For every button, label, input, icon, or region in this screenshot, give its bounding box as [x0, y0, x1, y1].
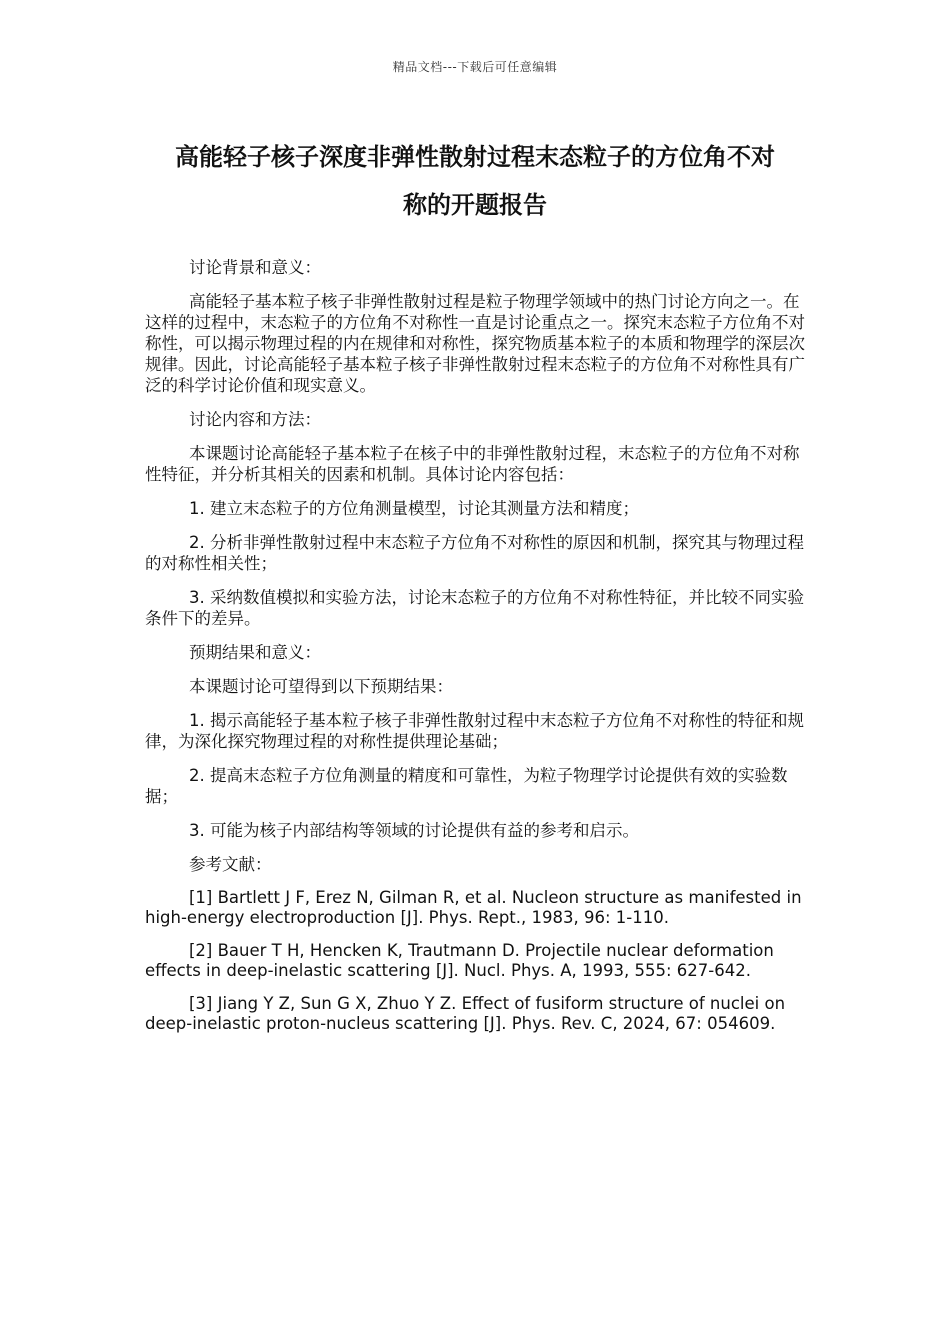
content-item-1: 1. 建立末态粒子的方位角测量模型，讨论其测量方法和精度； — [189, 499, 639, 518]
reference-1: [1] Bartlett J F, Erez N, Gilman R, et al. Nucleon structure as manifested in high-energy electroproduction [J]. Phys. Rept., 1983, 96: 1-110. — [145, 888, 802, 927]
title-line-1: 高能轻子核子深度非弹性散射过程末态粒子的方位角不对 — [175, 143, 775, 171]
document-title — [140, 133, 810, 229]
document-body — [145, 257, 805, 1047]
results-paragraph: 本课题讨论可望得到以下预期结果： — [189, 677, 453, 696]
content-paragraph: 本课题讨论高能轻子基本粒子在核子中的非弹性散射过程，末态粒子的方位角不对称性特征，并分析其相关的因素和机制。具体讨论内容包括： — [145, 444, 800, 484]
content-heading: 讨论内容和方法： — [189, 410, 321, 429]
results-item-1: 1. 揭示高能轻子基本粒子核子非弹性散射过程中末态粒子方位角不对称性的特征和规律，为深化探究物理过程的对称性提供理论基础； — [145, 711, 804, 751]
results-item-2: 2. 提高末态粒子方位角测量的精度和可靠性，为粒子物理学讨论提供有效的实验数据； — [145, 766, 788, 806]
results-item-3: 3. 可能为核子内部结构等领域的讨论提供有益的参考和启示。 — [189, 821, 639, 840]
background-paragraph: 高能轻子基本粒子核子非弹性散射过程是粒子物理学领域中的热门讨论方向之一。在这样的过程中，末态粒子的方位角不对称性一直是讨论重点之一。探究末态粒子方位角不对称性，可以揭示物理过程的内在规律和对称性，探究物质基本粒子的本质和物理学的深层次规律。因此，讨论高能轻子基本粒子核子非弹性散射过程末态粒子的方位角不对称性具有广泛的科学讨论价值和现实意义。 — [145, 292, 805, 395]
background-heading: 讨论背景和意义： — [189, 258, 321, 277]
content-item-3: 3. 采纳数值模拟和实验方法，讨论末态粒子的方位角不对称性特征，并比较不同实验条件下的差异。 — [145, 588, 804, 628]
page-header: 精品文档---下载后可任意编辑 — [392, 60, 558, 74]
title-line-2: 称的开题报告 — [403, 191, 547, 219]
reference-2: [2] Bauer T H, Hencken K, Trautmann D. Projectile nuclear deformation effects in deep-inelastic scattering [J]. Nucl. Phys. A, 1993, 555: 627-642. — [145, 941, 774, 980]
reference-3: [3] Jiang Y Z, Sun G X, Zhuo Y Z. Effect of fusiform structure of nuclei on deep-inelastic proton-nucleus scattering [J]. Phys. Rev. C, 2024, 67: 054609. — [145, 994, 786, 1033]
references-heading: 参考文献： — [189, 855, 272, 874]
results-heading: 预期结果和意义： — [189, 643, 321, 662]
content-item-2: 2. 分析非弹性散射过程中末态粒子方位角不对称性的原因和机制，探究其与物理过程的对称性相关性； — [145, 533, 804, 573]
